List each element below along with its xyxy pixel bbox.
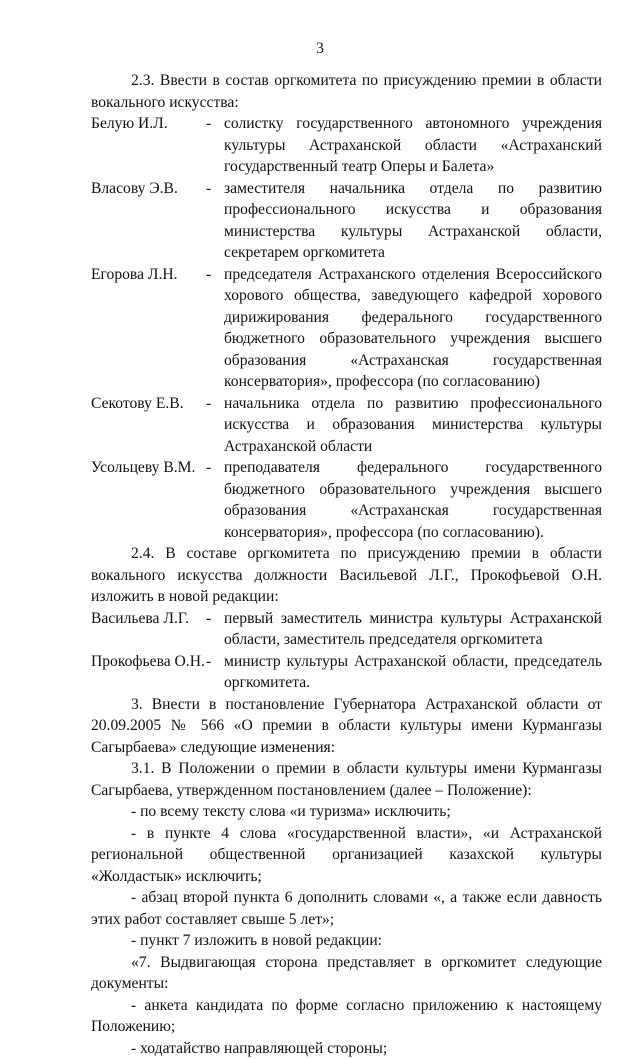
member-description: председателя Астраханского отделения Всероссийского хорового общества, заведующего кафедрой хорового дирижирования федерального государственного бюджетного образовательного учреждения высшего образования «Астраханская государственная консерватория», профессора (по согласованию) bbox=[224, 264, 602, 393]
member-entry bbox=[91, 113, 602, 178]
amendment-item: - по всему тексту слова «и туризма» исключить; bbox=[91, 801, 602, 823]
amendment-item: - пункт 7 изложить в новой редакции: bbox=[91, 930, 602, 952]
member-entry bbox=[91, 393, 602, 458]
section-2-3-intro: 2.3. Ввести в состав оргкомитета по присуждению премии в области вокального искусства: bbox=[91, 70, 602, 113]
member-name: Прокофьева О.Н. bbox=[91, 651, 206, 694]
member-description: первый заместитель министра культуры Астраханской области, заместитель председателя оргкомитета bbox=[224, 608, 602, 651]
member-entry bbox=[91, 178, 602, 264]
member-entry bbox=[91, 264, 602, 393]
amendment-item: - ходатайство направляющей стороны; bbox=[91, 1038, 602, 1059]
member-description: министр культуры Астраханской области, председатель оргкомитета. bbox=[224, 651, 602, 694]
member-description: солистку государственного автономного учреждения культуры Астраханской области «Астраханский государственный театр Оперы и Балета» bbox=[224, 113, 602, 178]
member-description: преподавателя федерального государственного бюджетного образовательного учреждения высшего образования «Астраханская государственная консерватория», профессора (по согласованию). bbox=[224, 457, 602, 543]
section-2-3-member-list bbox=[91, 113, 602, 543]
member-name: Власову Э.В. bbox=[91, 178, 206, 264]
member-entry bbox=[91, 457, 602, 543]
member-entry bbox=[91, 651, 602, 694]
dash: - bbox=[206, 393, 224, 458]
section-2-4-member-list bbox=[91, 608, 602, 694]
dash: - bbox=[206, 178, 224, 264]
member-name: Белую И.Л. bbox=[91, 113, 206, 178]
amendment-item: - абзац второй пункта 6 дополнить словами «, а также если давность этих работ составляет свыше 5 лет»; bbox=[91, 887, 602, 930]
section-3-intro: 3. Внести в постановление Губернатора Астраханской области от 20.09.2005 № 566 «О премии в области культуры имени Курмангазы Сагырбаева» следующие изменения: bbox=[91, 694, 602, 759]
amendment-item: - анкета кандидата по форме согласно приложению к настоящему Положению; bbox=[91, 995, 602, 1038]
dash: - bbox=[206, 264, 224, 393]
member-name: Усольцеву В.М. bbox=[91, 457, 206, 543]
member-description: заместителя начальника отдела по развитию профессионального искусства и образования министерства культуры Астраханской области, секретарем оргкомитета bbox=[224, 178, 602, 264]
dash: - bbox=[206, 651, 224, 694]
member-name: Секотову Е.В. bbox=[91, 393, 206, 458]
document-body bbox=[91, 70, 602, 1059]
section-3-1-intro: 3.1. В Положении о премии в области культуры имени Курмангазы Сагырбаева, утвержденном постановлением (далее – Положение): bbox=[91, 758, 602, 801]
member-description: начальника отдела по развитию профессионального искусства и образования министерства культуры Астраханской области bbox=[224, 393, 602, 458]
dash: - bbox=[206, 457, 224, 543]
amendment-item: «7. Выдвигающая сторона представляет в оргкомитет следующие документы: bbox=[91, 952, 602, 995]
member-entry bbox=[91, 608, 602, 651]
amendment-item: - в пункте 4 слова «государственной власти», «и Астраханской региональной общественной организацией казахской культуры «Жолдастык» исключить; bbox=[91, 823, 602, 888]
section-2-4-intro: 2.4. В составе оргкомитета по присуждению премии в области вокального искусства должности Васильевой Л.Г., Прокофьевой О.Н. изложить в новой редакции: bbox=[91, 543, 602, 608]
dash: - bbox=[206, 608, 224, 651]
member-name: Егорова Л.Н. bbox=[91, 264, 206, 393]
member-name: Васильева Л.Г. bbox=[91, 608, 206, 651]
dash: - bbox=[206, 113, 224, 178]
page-number: 3 bbox=[0, 38, 640, 60]
